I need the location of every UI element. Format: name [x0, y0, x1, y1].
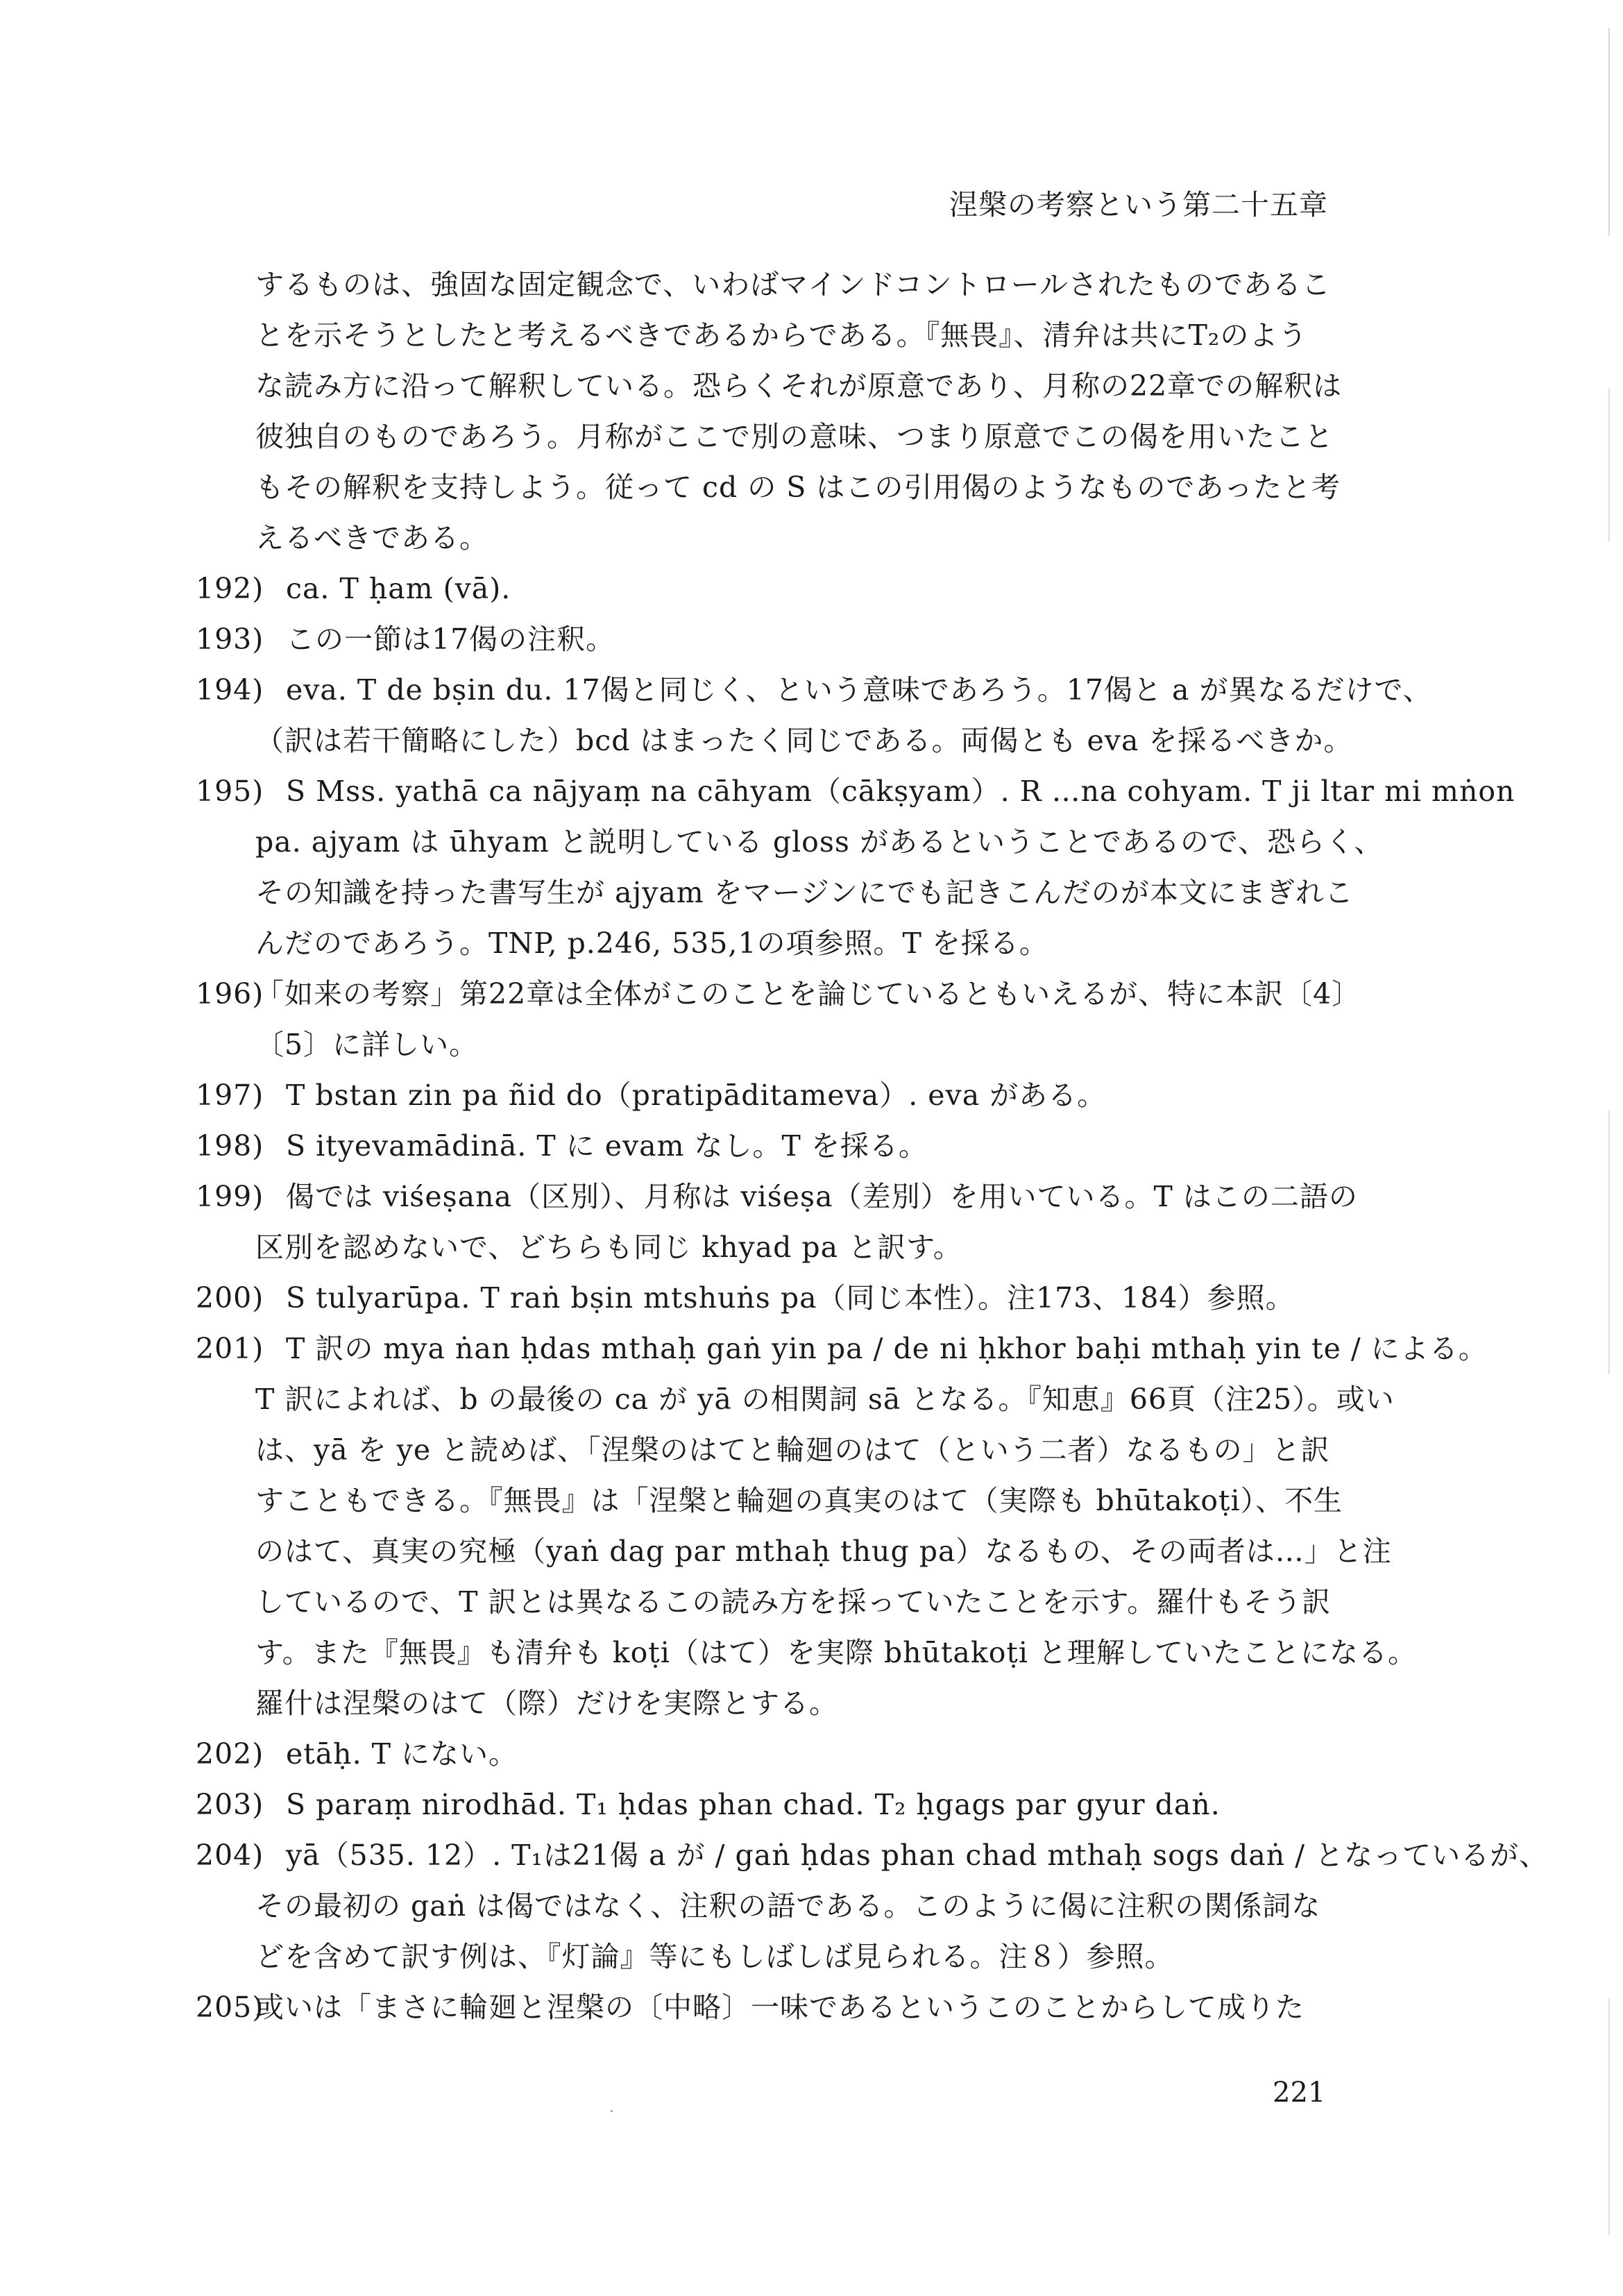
- note-line: 羅什は涅槃のはて（際）だけを実際とする。: [255, 1687, 838, 1720]
- note-line: （訳は若干簡略にした）bcd はまったく同じである。両偈とも eva を採るべきか。: [255, 724, 1353, 757]
- note-line: この一節は17偈の注釈。: [286, 623, 615, 656]
- note-line: ca. T ḥam (vā).: [286, 572, 511, 605]
- note-line: どを含めて訳す例は、『灯論』等にもしばしば見られる。注８）参照。: [255, 1940, 1174, 1973]
- note-line: pa. ajyam は ūhyam と説明している gloss があるということであるので、恐らく、: [255, 825, 1384, 859]
- note-line: S paraṃ nirodhād. T₁ ḥdas phan chad. T₂ ḥgags par gyur daṅ.: [286, 1788, 1221, 1821]
- note-number: 205): [196, 1991, 264, 2024]
- note-number: 198): [196, 1129, 264, 1163]
- text-line: な読み方に沿って解釈している。恐らくそれが原意であり、月称の22章での解釈は: [255, 369, 1343, 403]
- note-line: その知識を持った書写生が ajyam をマージンにでも記きこんだのが本文にまぎれこ: [255, 876, 1354, 909]
- note-line: S tulyarūpa. T raṅ bṣin mtshuṅs pa（同じ本性）。注173、184）参照。: [286, 1281, 1295, 1315]
- note-number: 199): [196, 1180, 264, 1213]
- note-line: 或いは「まさに輪廻と涅槃の〔中略〕一味であるというこのことからして成りた: [255, 1991, 1305, 2024]
- note-line: 〔5〕に詳しい。: [255, 1028, 479, 1061]
- note-line: す。また『無畏』も清弁も koṭi（はて）を実際 bhūtakoṭi と理解していたことになる。: [255, 1636, 1418, 1669]
- scan-edge-mark: [1608, 389, 1610, 541]
- text-line: もその解釈を支持しよう。従って cd の S はこの引用偈のようなものであったと考: [255, 471, 1341, 504]
- note-line: S Mss. yathā ca nājyaṃ na cāhyam（cākṣyam）. R …na cohyam. T ji ltar mi mṅon: [286, 775, 1515, 808]
- note-line: 偈では viśeṣana（区別）、月称は viśeṣa（差別）を用いている。T はこの二語の: [286, 1180, 1358, 1213]
- note-number: 204): [196, 1839, 264, 1872]
- note-line: S ityevamādinā. T に evam なし。T を採る。: [286, 1129, 928, 1163]
- note-line: のはて、真実の究極（yaṅ dag par mthaḥ thug pa）なるもの、その両者は…」と注: [255, 1535, 1392, 1568]
- note-number: 195): [196, 775, 264, 808]
- note-line: T 訳の mya ṅan ḥdas mthaḥ gaṅ yin pa / de ni ḥkhor baḥi mthaḥ yin te / による。: [286, 1332, 1488, 1365]
- note-line: 「如来の考察」第22章は全体がこのことを論じているともいえるが、特に本訳〔4〕: [255, 977, 1361, 1011]
- note-number: 200): [196, 1281, 264, 1315]
- scan-edge-mark: [1608, 1999, 1610, 2235]
- text-line: えるべきである。: [255, 521, 488, 555]
- scan-edge-mark: [1608, 1111, 1610, 1374]
- note-line: etāḥ. T にない。: [286, 1737, 518, 1771]
- note-line: 区別を認めないで、どちらも同じ khyad pa と訳す。: [255, 1231, 962, 1264]
- text-line: 彼独自のものであろう。月称がここで別の意味、つまり原意でこの偈を用いたこと: [255, 420, 1334, 453]
- scan-edge-mark: [1608, 28, 1610, 236]
- note-number: 194): [196, 673, 264, 707]
- note-line: その最初の gaṅ は偈ではなく、注釈の語である。このように偈に注釈の関係詞な: [255, 1889, 1321, 1923]
- note-line: んだのであろう。TNP, p.246, 535,1の項参照。T を採る。: [255, 927, 1048, 960]
- text-line: するものは、強固な固定観念で、いわばマインドコントロールされたものであるこ: [255, 268, 1331, 301]
- page-number: 221: [1273, 2077, 1326, 2109]
- scan-speck: [611, 2110, 613, 2112]
- note-number: 193): [196, 623, 264, 656]
- note-number: 197): [196, 1079, 264, 1112]
- note-line: は、yā を ye と読めば、「涅槃のはてと輪廻のはて（という二者）なるもの」と訳: [255, 1433, 1330, 1467]
- note-number: 203): [196, 1788, 264, 1821]
- note-line: しているので、T 訳とは異なるこの読み方を採っていたことを示す。羅什もそう訳: [255, 1585, 1332, 1619]
- note-line: T 訳によれば、b の最後の ca が yā の相関詞 sā となる。『知恵』66頁（注25）。或い: [255, 1383, 1395, 1416]
- note-number: 202): [196, 1737, 264, 1771]
- running-header: 涅槃の考察という第二十五章: [949, 188, 1328, 221]
- note-number: 201): [196, 1332, 264, 1365]
- note-number: 192): [196, 572, 264, 605]
- note-line: yā（535. 12）. T₁は21偈 a が / gaṅ ḥdas phan chad mthaḥ sogs daṅ / となっているが、: [286, 1839, 1549, 1872]
- note-line: T bstan zin pa ñid do（pratipāditameva）. eva がある。: [286, 1079, 1107, 1112]
- note-line: すこともできる。『無畏』は「涅槃と輪廻の真実のはて（実際も bhūtakoṭi）、不生: [255, 1484, 1343, 1517]
- note-line: eva. T de bṣin du. 17偈と同じく、という意味であろう。17偈と a が異なるだけで、: [286, 673, 1432, 707]
- note-number: 196): [196, 977, 264, 1011]
- text-line: とを示そうとしたと考えるべきであるからである。『無畏』、清弁は共にT₂のよう: [255, 319, 1308, 352]
